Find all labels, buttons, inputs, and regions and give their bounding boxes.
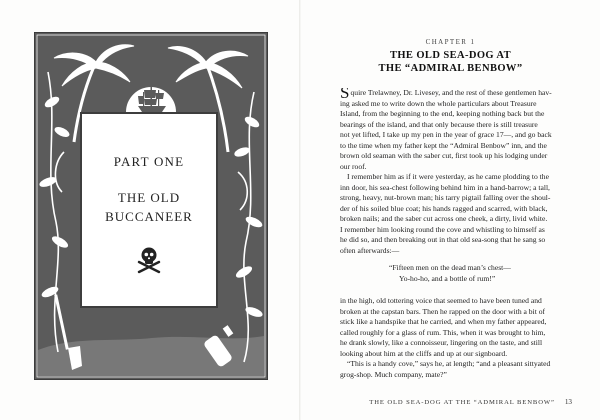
drop-cap: S <box>340 88 350 99</box>
text-line: broken at the capstan bars. Then he rapped on the door with a bit of <box>340 306 546 316</box>
body-text-lower <box>340 296 572 380</box>
running-footer <box>340 398 572 406</box>
text-line: bearings of the island, and that only because there is still treasure <box>340 119 538 129</box>
text-line <box>340 88 572 99</box>
text-line: strong, heavy, nut-brown man; his tarry pigtail falling over the shoul- <box>340 193 551 202</box>
text-line: he drank slowly, like a connoisseur, lingering on the taste, and still <box>340 338 543 347</box>
text-line: I remember him as if it were yesterday, as he came plodding to the <box>347 172 549 181</box>
page-number: 13 <box>564 398 572 406</box>
text-line: Island, from the beginning to the end, keeping nothing back but the <box>340 109 545 118</box>
skull-and-crossbones-icon <box>134 244 164 274</box>
part-title-line: THE OLD <box>117 190 181 205</box>
text-line: inn door, his sea-chest following behind him in a hand-barrow; a tall, <box>340 182 550 192</box>
song-verse <box>389 263 579 284</box>
text-line: grog-shop. Much company, mate?” <box>340 369 447 379</box>
text-line: ing asked me to write down the whole particulars about Treasure <box>340 98 537 108</box>
part-title <box>82 188 216 226</box>
text-line: I remember him looking round the cove and whistling to himself as <box>340 224 545 234</box>
part-title-line: BUCCANEER <box>105 209 193 224</box>
right-page <box>301 0 600 420</box>
chapter-title-line: THE OLD SEA-DOG AT <box>389 50 512 61</box>
text-line: to the time when my father kept the “Admiral Benbow” inn, and the <box>340 140 547 150</box>
text-line: broken nails; and the saber cut across one cheek, a dirty, livid white. <box>340 214 548 223</box>
text-line-content: quire Trelawney, Dr. Livesey, and the rest of these gentlemen hav- <box>350 88 552 97</box>
text-line: “This is a handy cove,” says he, at length; “and a pleasant sittyated <box>347 359 551 368</box>
text-line: brown old seaman with the saber cut, first took up his lodging under <box>340 151 548 160</box>
body-text-upper <box>340 88 572 256</box>
text-line: looking about him at the cliffs and up at our signboard. <box>340 348 508 358</box>
text-line: in the high, old tottering voice that seemed to have been tuned and <box>340 296 542 305</box>
part-title-panel <box>80 112 218 308</box>
verse-line: “Fifteen men on the dead man’s chest— <box>389 263 511 272</box>
text-line: not yet lifted, I take up my pen in the year of grace 17—, and go back <box>340 130 552 139</box>
chapter-title <box>301 49 600 75</box>
text-line: called roughly for a glass of rum. This, when it was brought to him, <box>340 327 546 337</box>
text-line: often afterwards:— <box>340 245 400 255</box>
chapter-label: CHAPTER 1 <box>425 38 476 46</box>
part-label: PART ONE <box>113 154 185 169</box>
running-footer-title: THE OLD SEA-DOG AT THE “ADMIRAL BENBOW” <box>369 399 555 406</box>
verse-line: Yo-ho-ho, and a bottle of rum!” <box>399 273 496 283</box>
chapter-title-line: THE “ADMIRAL BENBOW” <box>378 63 523 74</box>
text-line: stick like a handspike that he carried, and when my father appeared, <box>340 317 547 326</box>
text-line: our roof. <box>340 161 367 171</box>
text-line: der of his soiled blue coat; his hands ragged and scarred, with black, <box>340 203 548 213</box>
text-line: he did so, and then breaking out in that old sea-song that he sang so <box>340 235 546 244</box>
